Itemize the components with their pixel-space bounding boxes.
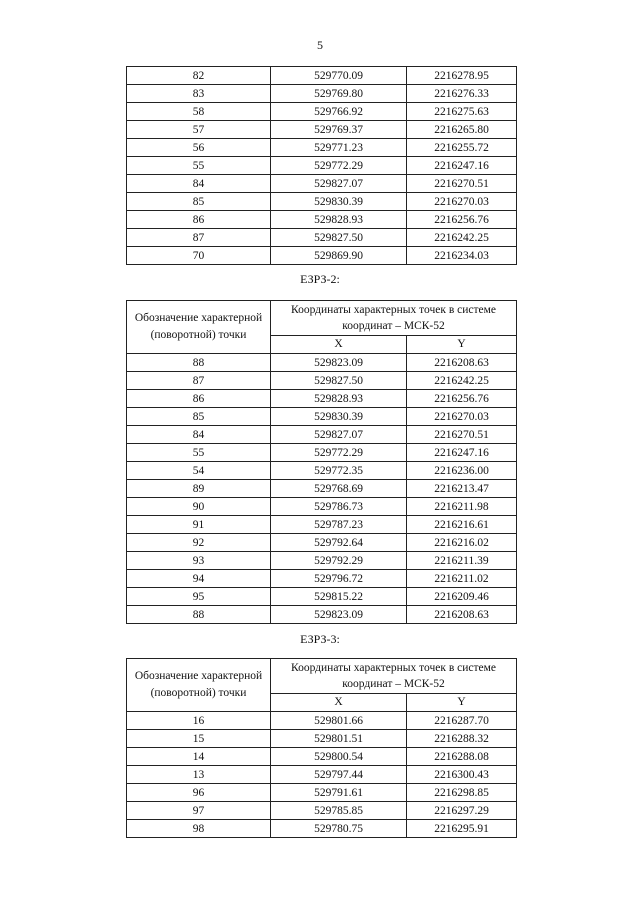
point-number-cell: 92 [127, 534, 271, 552]
x-coordinate-cell: 529768.69 [271, 480, 407, 498]
table-row [127, 820, 517, 838]
point-number-cell: 58 [127, 103, 271, 121]
point-number-cell: 15 [127, 730, 271, 748]
x-coordinate-cell: 529786.73 [271, 498, 407, 516]
point-number-cell: 91 [127, 516, 271, 534]
header-y: Y [407, 336, 517, 354]
y-coordinate-cell: 2216275.63 [407, 103, 517, 121]
table-row [127, 103, 517, 121]
table-row [127, 748, 517, 766]
x-coordinate-cell: 529772.35 [271, 462, 407, 480]
table-row [127, 229, 517, 247]
x-coordinate-cell: 529827.07 [271, 175, 407, 193]
y-coordinate-cell: 2216236.00 [407, 462, 517, 480]
point-number-cell: 70 [127, 247, 271, 265]
y-coordinate-cell: 2216298.85 [407, 784, 517, 802]
table-row [127, 606, 517, 624]
y-coordinate-cell: 2216270.51 [407, 426, 517, 444]
x-coordinate-cell: 529828.93 [271, 211, 407, 229]
table-row [127, 157, 517, 175]
table-row [127, 552, 517, 570]
x-coordinate-cell: 529869.90 [271, 247, 407, 265]
table-row [127, 802, 517, 820]
x-coordinate-cell: 529801.51 [271, 730, 407, 748]
x-coordinate-cell: 529801.66 [271, 712, 407, 730]
y-coordinate-cell: 2216265.80 [407, 121, 517, 139]
x-coordinate-cell: 529830.39 [271, 408, 407, 426]
table-row [127, 193, 517, 211]
table-row [127, 784, 517, 802]
table-row [127, 570, 517, 588]
table-row [127, 498, 517, 516]
y-coordinate-cell: 2216270.51 [407, 175, 517, 193]
point-number-cell: 88 [127, 606, 271, 624]
y-coordinate-cell: 2216247.16 [407, 157, 517, 175]
x-coordinate-cell: 529791.61 [271, 784, 407, 802]
x-coordinate-cell: 529815.22 [271, 588, 407, 606]
point-number-cell: 98 [127, 820, 271, 838]
point-number-cell: 16 [127, 712, 271, 730]
y-coordinate-cell: 2216216.02 [407, 534, 517, 552]
y-coordinate-cell: 2216255.72 [407, 139, 517, 157]
table-row [127, 730, 517, 748]
x-coordinate-cell: 529785.85 [271, 802, 407, 820]
table-row [127, 139, 517, 157]
y-coordinate-cell: 2216300.43 [407, 766, 517, 784]
point-number-cell: 13 [127, 766, 271, 784]
table-row [127, 121, 517, 139]
x-coordinate-cell: 529797.44 [271, 766, 407, 784]
table-row [127, 516, 517, 534]
table-2-body [127, 354, 517, 624]
coordinates-table-2 [126, 300, 517, 624]
x-coordinate-cell: 529827.50 [271, 229, 407, 247]
point-number-cell: 54 [127, 462, 271, 480]
point-number-cell: 96 [127, 784, 271, 802]
x-coordinate-cell: 529823.09 [271, 354, 407, 372]
point-number-cell: 95 [127, 588, 271, 606]
y-coordinate-cell: 2216211.98 [407, 498, 517, 516]
point-number-cell: 83 [127, 85, 271, 103]
point-number-cell: 84 [127, 426, 271, 444]
table-row [127, 247, 517, 265]
table-row [127, 712, 517, 730]
table-row [127, 534, 517, 552]
x-coordinate-cell: 529827.07 [271, 426, 407, 444]
point-number-cell: 89 [127, 480, 271, 498]
y-coordinate-cell: 2216242.25 [407, 372, 517, 390]
point-number-cell: 93 [127, 552, 271, 570]
point-number-cell: 56 [127, 139, 271, 157]
y-coordinate-cell: 2216216.61 [407, 516, 517, 534]
x-coordinate-cell: 529827.50 [271, 372, 407, 390]
table-row [127, 480, 517, 498]
table-3-caption: ЕЗРЗ-3: [300, 632, 340, 646]
table-row [127, 85, 517, 103]
page-number: 5 [317, 38, 323, 52]
x-coordinate-cell: 529828.93 [271, 390, 407, 408]
point-number-cell: 86 [127, 211, 271, 229]
point-number-cell: 88 [127, 354, 271, 372]
y-coordinate-cell: 2216297.29 [407, 802, 517, 820]
table-2-caption: ЕЗРЗ-2: [300, 272, 340, 286]
table-row [127, 372, 517, 390]
x-coordinate-cell: 529800.54 [271, 748, 407, 766]
header-coordinates: Координаты характерных точек в системе координат – МСК-52 [271, 659, 517, 694]
table-row [127, 67, 517, 85]
y-coordinate-cell: 2216211.02 [407, 570, 517, 588]
table-row [127, 588, 517, 606]
y-coordinate-cell: 2216270.03 [407, 193, 517, 211]
x-coordinate-cell: 529823.09 [271, 606, 407, 624]
point-number-cell: 14 [127, 748, 271, 766]
x-coordinate-cell: 529771.23 [271, 139, 407, 157]
x-coordinate-cell: 529830.39 [271, 193, 407, 211]
table-row [127, 426, 517, 444]
coordinates-table-3 [126, 658, 517, 838]
header-point-designation: Обозначение характерной (поворотной) точки [127, 301, 271, 354]
header-point-designation: Обозначение характерной (поворотной) точки [127, 659, 271, 712]
point-number-cell: 55 [127, 157, 271, 175]
y-coordinate-cell: 2216287.70 [407, 712, 517, 730]
y-coordinate-cell: 2216278.95 [407, 67, 517, 85]
point-number-cell: 97 [127, 802, 271, 820]
point-number-cell: 57 [127, 121, 271, 139]
point-number-cell: 87 [127, 229, 271, 247]
point-number-cell: 85 [127, 193, 271, 211]
table-3-body [127, 712, 517, 838]
coordinates-table-1 [126, 66, 517, 265]
y-coordinate-cell: 2216256.76 [407, 211, 517, 229]
header-coordinates: Координаты характерных точек в системе координат – МСК-52 [271, 301, 517, 336]
header-y: Y [407, 694, 517, 712]
x-coordinate-cell: 529766.92 [271, 103, 407, 121]
table-row [127, 462, 517, 480]
x-coordinate-cell: 529770.09 [271, 67, 407, 85]
x-coordinate-cell: 529780.75 [271, 820, 407, 838]
x-coordinate-cell: 529769.37 [271, 121, 407, 139]
x-coordinate-cell: 529792.29 [271, 552, 407, 570]
y-coordinate-cell: 2216270.03 [407, 408, 517, 426]
table-1-body [127, 67, 517, 265]
point-number-cell: 87 [127, 372, 271, 390]
x-coordinate-cell: 529772.29 [271, 444, 407, 462]
y-coordinate-cell: 2216211.39 [407, 552, 517, 570]
point-number-cell: 94 [127, 570, 271, 588]
y-coordinate-cell: 2216256.76 [407, 390, 517, 408]
y-coordinate-cell: 2216288.08 [407, 748, 517, 766]
y-coordinate-cell: 2216288.32 [407, 730, 517, 748]
y-coordinate-cell: 2216276.33 [407, 85, 517, 103]
x-coordinate-cell: 529772.29 [271, 157, 407, 175]
x-coordinate-cell: 529796.72 [271, 570, 407, 588]
y-coordinate-cell: 2216295.91 [407, 820, 517, 838]
y-coordinate-cell: 2216234.03 [407, 247, 517, 265]
x-coordinate-cell: 529792.64 [271, 534, 407, 552]
header-x: X [271, 694, 407, 712]
table-row [127, 354, 517, 372]
y-coordinate-cell: 2216213.47 [407, 480, 517, 498]
point-number-cell: 86 [127, 390, 271, 408]
point-number-cell: 82 [127, 67, 271, 85]
table-row [127, 444, 517, 462]
y-coordinate-cell: 2216242.25 [407, 229, 517, 247]
x-coordinate-cell: 529769.80 [271, 85, 407, 103]
point-number-cell: 85 [127, 408, 271, 426]
y-coordinate-cell: 2216208.63 [407, 606, 517, 624]
point-number-cell: 90 [127, 498, 271, 516]
y-coordinate-cell: 2216247.16 [407, 444, 517, 462]
table-row [127, 408, 517, 426]
table-row [127, 766, 517, 784]
y-coordinate-cell: 2216209.46 [407, 588, 517, 606]
y-coordinate-cell: 2216208.63 [407, 354, 517, 372]
table-row [127, 211, 517, 229]
point-number-cell: 84 [127, 175, 271, 193]
table-row [127, 175, 517, 193]
table-row [127, 390, 517, 408]
header-x: X [271, 336, 407, 354]
point-number-cell: 55 [127, 444, 271, 462]
x-coordinate-cell: 529787.23 [271, 516, 407, 534]
